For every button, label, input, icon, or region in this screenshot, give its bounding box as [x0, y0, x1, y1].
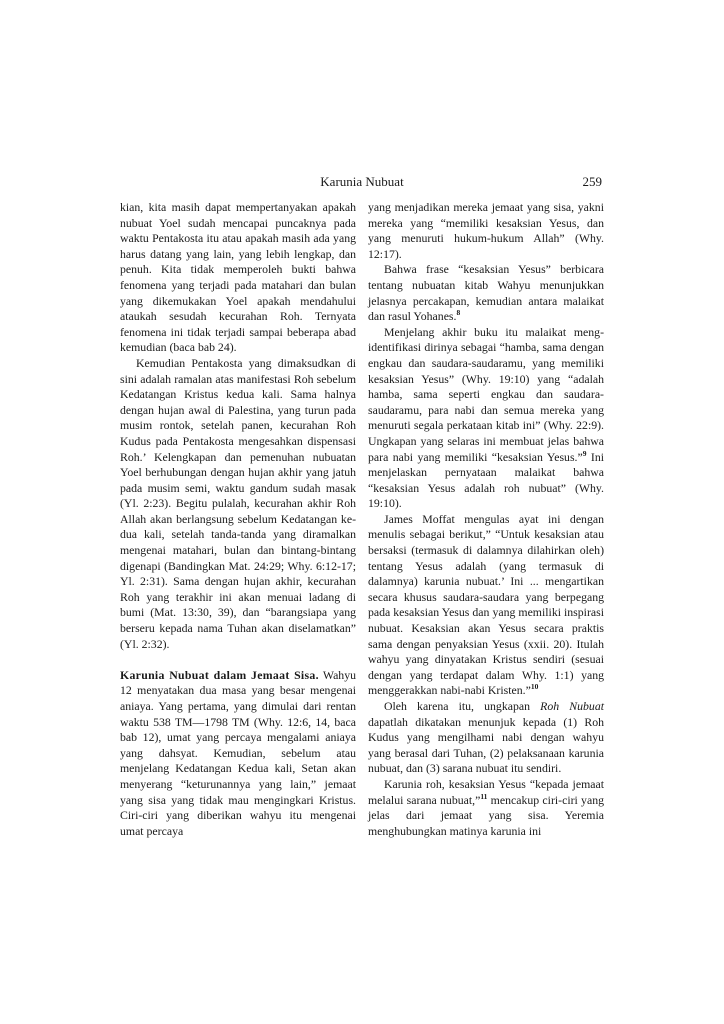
footnote-ref: 11: [480, 791, 488, 801]
paragraph-text: Bahwa frase “kesaksian Yesus” berbicara tentang nubuatan kitab Wahyu menunjukkan jelasnya percakapan, kemudian antara malaikat dan rasul Yohanes.: [368, 262, 604, 324]
left-column: [120, 200, 356, 839]
paragraph: [368, 512, 604, 699]
paragraph-text: mencakup ciri-ciri yang jelas dari jemaat yang sisa. Yeremia menghubungkan matinya karunia ini: [368, 792, 604, 838]
paragraph-text: Ini menjelaskan pernyataan malaikat bahwa “kesaksian Yesus adalah roh nubuat” (Why. 19:10).: [368, 449, 604, 511]
paragraph-text: Menjelang akhir buku itu malaikat mengidentifikasi dirinya sebagai “hamba, sama dengan engkau dan saudara-saudaramu, yang memiliki kesaksian Yesus” (Why. 19:10) yang “adalah hamba, sama seperti engkau dan saudara-saudaramu, para nabi dan semua mereka yang menuruti segala perkataan kitab ini” (Why. 22:9). Ungkapan yang selaras ini membuat jelas bahwa para nabi yang memiliki “kesaksian Yesus.”: [368, 324, 604, 464]
paragraph-text: Oleh karena itu, ungkapan: [384, 699, 541, 713]
paragraph: [368, 262, 604, 324]
section-subheading: Karunia Nubuat dalam Jemaat Sisa.: [120, 667, 319, 682]
right-column: [368, 200, 604, 839]
page-number: 259: [582, 174, 602, 189]
chapter-title: Karunia Nubuat: [320, 174, 404, 189]
paragraph: Kemudian Pentakosta yang dimaksudkan di sini adalah ramalan atas manifestasi Roh sebelum Kedatangan Kristus kedua kali. Sama halnya dengan hujan awal di Palestina, yang turun pada musim rontok, setelah panen, kecurahan Roh Kudus pada Pentakosta mengesahkan dispensasi Roh.’ Kelengkapan dan pemenuhan nubuatan Yoel berhubungan dengan hujan akhir yang jatuh pada musim semi, waktu gandum sudah masak (Yl. 2:23). Begitu pulalah, kecurahan akhir Roh Allah akan berlangsung sebelum Kedatangan kedua kali, setelah tanda-tanda yang diramalkan mengenai matahari, bulan dan bintang-bintang digenapi (Bandingkan Mat. 24:29; Why. 6:12-17; Yl. 2:31). Sama dengan hujan akhir, kecurahan Roh yang terakhir ini akan menuai ladang di bumi (Mat. 13:30, 39), dan “barangsiapa yang berseru kepada nama Tuhan akan diselamatkan” (Yl. 2:32).: [120, 355, 356, 651]
paragraph: [368, 777, 604, 839]
footnote-ref: 8: [456, 308, 461, 318]
footnote-ref: 10: [530, 682, 539, 692]
paragraph-text: Wahyu 12 menyatakan dua masa yang besar mengenai aniaya. Yang pertama, yang dimulai dari rentan waktu 538 TM—1798 TM (Why. 12:6, 14, baca bab 12), umat yang percaya mengalami aniaya yang dahsyat. Kemudian, sebelum atau menjelang Kedatangan Kedua kali, Setan akan menyerang “keturunannya yang lain,” jemaat yang sisa yang tidak mau mengingkari Kristus. Ciri-ciri yang diberikan wahyu itu mengenai umat percaya: [120, 667, 356, 838]
paragraph: kian, kita masih dapat mempertanyakan apakah nubuat Yoel sudah mencapai puncaknya pada waktu Pentakosta itu atau apakah masih ada yang harus datang yang lain, yang lebih lengkap, dan penuh. Kita tidak memperoleh bukti bahwa fenomena yang terjadi pada matahari dan bulan yang dikemukakan Yoel apakah mendahului ataukah sesudah kecurahan Roh. Ternyata fenomena ini tidak terjadi sampai beberapa abad kemudian (baca bab 24).: [120, 200, 356, 355]
paragraph-with-subheading: [120, 668, 356, 840]
paragraph-text: dapatlah dikatakan menunjuk kepada (1) Roh Kudus yang mengilhami nabi dengan wahyu yang berasal dari Tuhan, (2) pelaksanaan karunia nubuat, dan (3) sarana nubuat itu sendiri.: [368, 714, 604, 776]
emphasis-term: Roh Nubuat: [540, 699, 604, 713]
paragraph: yang menjadikan mereka jemaat yang sisa, yakni mereka yang “memiliki kesaksian Yesus, dan yang menuruti hukum-hukum Allah” (Why. 12:17).: [368, 200, 604, 261]
footnote-ref: 9: [582, 448, 587, 458]
paragraph: [368, 325, 604, 512]
paragraph-text: James Moffat mengulas ayat ini dengan menulis sebagai berikut,” “Untuk kesaksian atau bersaksi (termasuk di dalamnya dilahirkan oleh) tentang Yesus adalah (yang termasuk di dalamnya) karunia nubuat.’ Ini ... mengartikan secara khusus saudara-saudara yang berpegang pada kesaksian Yesus dan yang memiliki inspirasi nubuat. Kesaksian akan Yesus secara praktis sama dengan penyaksian Yesus (xxii. 20). Itulah wahyu yang dinyatakan Kristus sendiri (sesuai dengan yang terdapat dalam Why. 1:1) yang menggerakkan nabi-nabi Kristen.”: [368, 511, 604, 698]
paragraph: [368, 699, 604, 777]
paragraph-text: Karunia roh, kesaksian Yesus “kepada jemaat melalui sarana nubuat,”: [368, 776, 604, 807]
